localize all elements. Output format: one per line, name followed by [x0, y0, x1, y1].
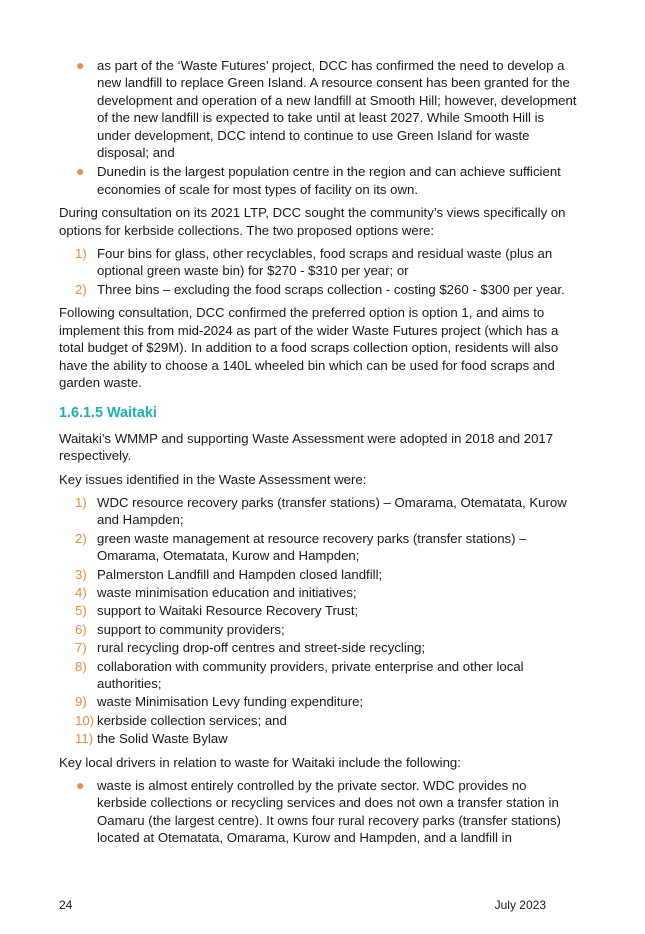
list-item: 2) green waste management at resource recovery parks (transfer stations) – Omarama, Otematata, Kurow and Hampden;: [75, 530, 527, 564]
list-item: 8) collaboration with community providers, private enterprise and other local authorities;: [75, 658, 524, 691]
list-item: 1) WDC resource recovery parks (transfer stations) – Omarama, Otematata, Kurow and Hampden;: [75, 494, 567, 528]
list-item: 2) Three bins – excluding the food scraps collection - costing $260 - $300 per year.: [75, 281, 565, 297]
bullet-list-bottom: [59, 777, 579, 847]
bullet-icon: ●: [76, 163, 85, 180]
bullet-list-top: [59, 57, 579, 198]
paragraph-drivers: Key local drivers in relation to waste for Waitaki include the following:: [59, 754, 461, 770]
list-item: 11) the Solid Waste Bylaw: [75, 731, 228, 747]
list-item: 1) Four bins for glass, other recyclables, food scraps and residual waste (plus an optional green waste bin) for $270 - $310 per year; or: [75, 246, 553, 279]
list-item: 3) Palmerston Landfill and Hampden closed landfill;: [75, 566, 383, 582]
list-item: 6) support to community providers;: [75, 621, 285, 637]
section-heading: 1.6.1.5 Waitaki: [59, 405, 157, 422]
page-content: [59, 57, 579, 853]
list-item: 4) waste minimisation education and initiatives;: [75, 584, 357, 600]
paragraph-wmmp: Waitaki’s WMMP and supporting Waste Assessment were adopted in 2018 and 2017 respectively.: [59, 430, 554, 464]
bullet-icon: ●: [76, 57, 85, 73]
list-item: 10) kerbside collection services; and: [75, 712, 287, 728]
paragraph-following: Following consultation, DCC confirmed the preferred option is option 1, and aims to implement this from mid-2024 as part of the wider Waste Futures project (which has a total budget of $29M). In addition to a food scraps collection option, residents will also have the ability to choose a 140L wheeled bin which can be used for food scraps and garden waste.: [59, 305, 559, 390]
issues-list: [59, 494, 579, 748]
options-list: [59, 245, 579, 298]
list-item: 9) waste Minimisation Levy funding expenditure;: [75, 694, 364, 710]
list-item: ● Dunedin is the largest population centre in the region and can achieve sufficient economies of scale for most types of facility on its own.: [76, 163, 561, 197]
paragraph-consultation: During consultation on its 2021 LTP, DCC sought the community’s views specifically on options for kerbside collections. The two proposed options were:: [59, 205, 566, 238]
footer-date: July 2023: [494, 898, 546, 912]
paragraph-key-issues: Key issues identified in the Waste Assessment were:: [59, 471, 367, 487]
list-item: ● as part of the ‘Waste Futures’ project, DCC has confirmed the need to develop a new landfill to replace Green Island. A resource consent has been granted for the development and operation of a new landfill at Smooth Hill; however, development of the new landfill is expected to take until at least 2027. While Smooth Hill is under development, DCC intend to continue to use Green Island for waste disposal; and: [76, 57, 577, 161]
list-item: 5) support to Waitaki Resource Recovery Trust;: [75, 603, 359, 619]
list-item: ● waste is almost entirely controlled by the private sector. WDC provides no kerbside collections or recycling services and does not own a transfer station in Oamaru (the largest centre). It owns four rural recovery parks (transfer stations) located at Otematata, Omarama, Kurow and Hampden, and a landfill in: [76, 777, 561, 846]
bullet-icon: ●: [76, 777, 85, 794]
page-number: 24: [59, 898, 73, 912]
list-item: 7) rural recycling drop-off centres and street-side recycling;: [75, 640, 426, 656]
